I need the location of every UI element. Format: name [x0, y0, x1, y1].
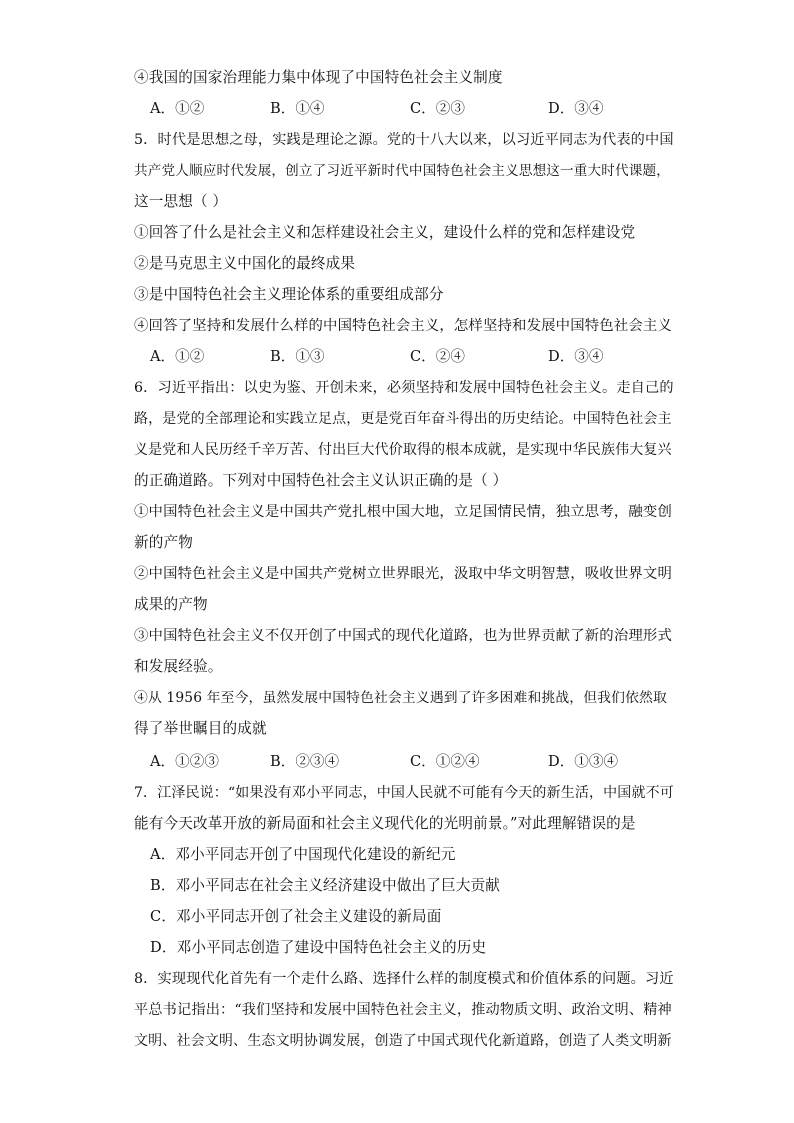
q6-option-d[interactable]: D．①③④ — [548, 753, 619, 770]
q7-stem-line-1: 7．江泽民说：“如果没有邓小平同志，中国人民就不可能有今天的新生活，中国就不可 — [134, 785, 674, 801]
q6-stem-line-2: 路，是党的全部理论和实践立足点，更是党百年奋斗得出的历史结论。中国特色社会主 — [134, 411, 672, 427]
q5-stem-line-2: 共产党人顺应时代发展，创立了习近平新时代中国特色社会主义思想这一重大时代课题， — [134, 163, 671, 179]
q5-option-a[interactable]: A．①② — [150, 348, 205, 365]
q5-statement-3: ③是中国特色社会主义理论体系的重要组成部分 — [134, 286, 444, 303]
q6-statement-2b: 成果的产物 — [134, 596, 208, 613]
q6-option-a[interactable]: A．①②③ — [150, 753, 219, 770]
q6-statement-1a: ①中国特色社会主义是中国共产党扎根中国大地，立足国情民情，独立思考，融变创 — [134, 504, 673, 520]
q4-option-b[interactable]: B．①④ — [270, 100, 325, 117]
q5-statement-4: ④回答了坚持和发展什么样的中国特色社会主义，怎样坚持和发展中国特色社会主义 — [134, 318, 673, 334]
q8-stem-line-3: 文明、社会文明、生态文明协调发展，创造了中国式现代化新道路，创造了人类文明新 — [134, 1033, 672, 1049]
q5-option-d[interactable]: D．③④ — [548, 348, 604, 365]
q6-stem-line-4: 的正确道路。下列对中国特色社会主义认识正确的是（ ） — [134, 472, 508, 489]
q6-stem-line-1: 6．习近平指出：以史为鉴、开创未来，必须坚持和发展中国特色社会主义。走自己的 — [134, 380, 674, 396]
q4-option-a[interactable]: A．①② — [150, 100, 205, 117]
q5-statement-1: ①回答了什么是社会主义和怎样建设社会主义，建设什么样的党和怎样建设党 — [134, 224, 636, 241]
q5-stem-line-3: 这一思想（ ） — [134, 193, 228, 210]
q7-choice-a[interactable]: A．邓小平同志开创了中国现代化建设的新纪元 — [150, 846, 456, 863]
q8-stem-line-1: 8．实现现代化首先有一个走什么路、选择什么样的制度模式和价值体系的问题。习近 — [134, 971, 674, 987]
q8-stem-line-2: 平总书记指出：“我们坚持和发展中国特色社会主义，推动物质文明、政治文明、精神 — [134, 1002, 672, 1018]
q6-statement-3a: ③中国特色社会主义不仅开创了中国式的现代化道路，也为世界贡献了新的治理形式 — [134, 628, 673, 644]
q4-option-d[interactable]: D．③④ — [548, 100, 604, 117]
q7-stem-line-2: 能有今天改革开放的新局面和社会主义现代化的光明前景。”对此理解错误的是 — [134, 815, 636, 832]
q6-option-c[interactable]: C．①②④ — [410, 753, 480, 770]
q7-choice-d[interactable]: D．邓小平同志创造了建设中国特色社会主义的历史 — [150, 939, 487, 956]
q5-option-c[interactable]: C．②④ — [410, 348, 465, 365]
q6-stem-line-3: 义是党和人民历经千辛万苦、付出巨大代价取得的根本成就，是实现中华民族伟大复兴 — [134, 442, 672, 458]
q6-option-b[interactable]: B．②③④ — [270, 753, 340, 770]
q5-option-b[interactable]: B．①③ — [270, 348, 325, 365]
q6-statement-1b: 新的产物 — [134, 534, 193, 551]
q7-choice-b[interactable]: B．邓小平同志在社会主义经济建设中做出了巨大贡献 — [150, 877, 500, 894]
q6-statement-4a: ④从 1956 年至今，虽然发展中国特色社会主义遇到了许多困难和挑战，但我们依然取 — [134, 690, 667, 706]
q6-statement-3b: 和发展经验。 — [134, 658, 223, 675]
q5-stem-line-1: 5．时代是思想之母，实践是理论之源。党的十八大以来，以习近平同志为代表的中国 — [134, 132, 674, 148]
q7-choice-c[interactable]: C．邓小平同志开创了社会主义建设的新局面 — [150, 908, 442, 925]
q4-statement-4: ④我国的国家治理能力集中体现了中国特色社会主义制度 — [134, 69, 503, 86]
q6-statement-2a: ②中国特色社会主义是中国共产党树立世界眼光，汲取中华文明智慧，吸收世界文明 — [134, 566, 673, 582]
q6-statement-4b: 得了举世瞩目的成就 — [134, 720, 267, 737]
q4-option-c[interactable]: C．②③ — [410, 100, 465, 117]
q5-statement-2: ②是马克思主义中国化的最终成果 — [134, 255, 356, 272]
